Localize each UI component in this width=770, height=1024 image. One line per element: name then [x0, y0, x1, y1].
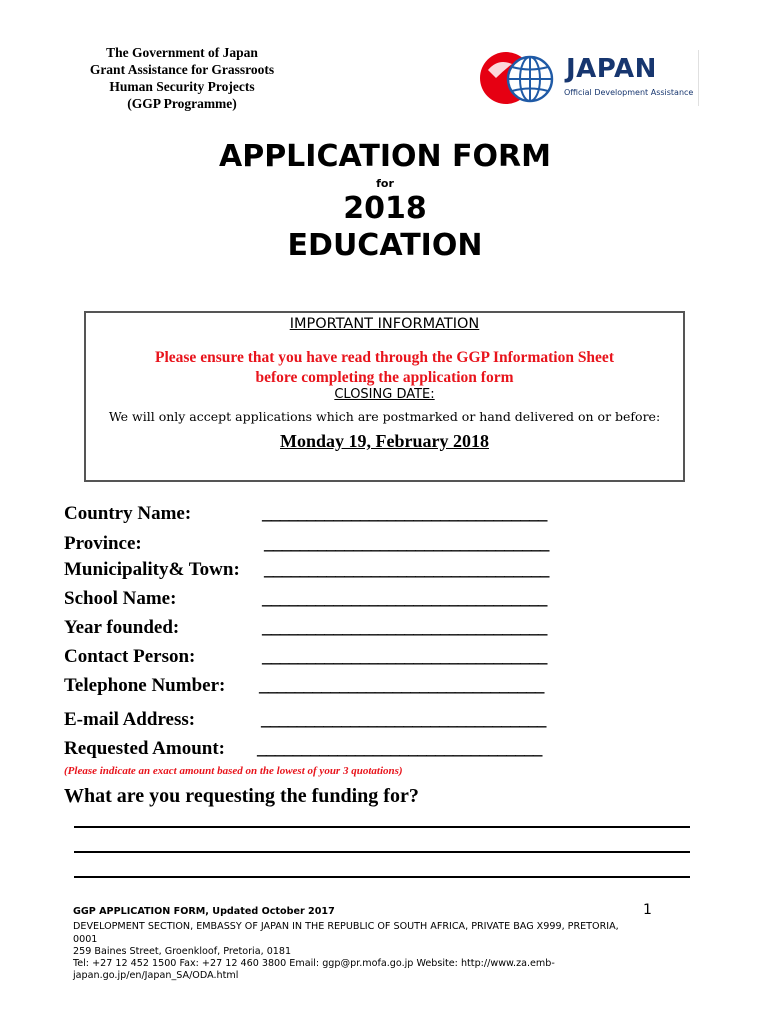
- country-name-label: Country Name:: [64, 503, 192, 524]
- info-warning-line: Please ensure that you have read through the GGP Information Sheet: [155, 349, 614, 366]
- telephone-number-field[interactable]: ________________________________: [259, 675, 544, 696]
- info-heading: IMPORTANT INFORMATION: [289, 316, 480, 332]
- answer-line[interactable]: [74, 826, 690, 828]
- deadline-date: Monday 19, February 2018: [280, 431, 489, 451]
- page-number: 1: [643, 902, 652, 918]
- form-title-for: for: [376, 177, 394, 190]
- footer-form-title: GGP APPLICATION FORM, Updated October 2017: [73, 906, 335, 917]
- school-name-label: School Name:: [64, 588, 177, 609]
- requested-amount-field[interactable]: ________________________________: [257, 738, 542, 759]
- contact-person-label: Contact Person:: [64, 646, 196, 667]
- contact-person-field[interactable]: ________________________________: [262, 646, 547, 667]
- logo-divider: [698, 50, 699, 106]
- japan-oda-logo: [478, 48, 700, 110]
- logo-subtitle: Official Development Assistance: [564, 88, 694, 97]
- government-line: (GGP Programme): [127, 96, 237, 111]
- globe-icon: [478, 48, 562, 110]
- closing-date-label: CLOSING DATE:: [334, 387, 435, 402]
- province-field[interactable]: ________________________________: [264, 533, 549, 554]
- email-address-label: E-mail Address:: [64, 709, 196, 730]
- footer-website-line: japan.go.jp/en/Japan_SA/ODA.html: [73, 970, 239, 981]
- footer-contact-line: Tel: +27 12 452 1500 Fax: +27 12 460 3800 Email: ggp@pr.mofa.go.jp Website: http://www.za.emb-: [73, 958, 555, 969]
- municipality-town-label: Municipality& Town:: [64, 559, 240, 580]
- answer-line[interactable]: [74, 876, 690, 878]
- answer-line[interactable]: [74, 851, 690, 853]
- footer-address-line: 259 Baines Street, Groenkloof, Pretoria, 0181: [73, 946, 292, 957]
- form-category: EDUCATION: [287, 228, 483, 263]
- year-founded-field[interactable]: ________________________________: [262, 617, 547, 638]
- government-heading: [68, 44, 296, 112]
- form-title: APPLICATION FORM: [218, 139, 551, 174]
- email-address-field[interactable]: ________________________________: [261, 709, 546, 730]
- government-line: Grant Assistance for Grassroots: [89, 62, 275, 77]
- amount-note: (Please indicate an exact amount based on the lowest of your 3 quotations): [64, 765, 403, 777]
- school-name-field[interactable]: ________________________________: [262, 588, 547, 609]
- footer-address-line: DEVELOPMENT SECTION, EMBASSY OF JAPAN IN THE REPUBLIC OF SOUTH AFRICA, PRIVATE BAG X999, PRETORIA,: [73, 921, 619, 932]
- form-year: 2018: [343, 191, 427, 226]
- province-label: Province:: [64, 533, 142, 554]
- telephone-number-label: Telephone Number:: [64, 675, 226, 696]
- municipality-town-field[interactable]: ________________________________: [264, 559, 549, 580]
- footer-address-line: 0001: [73, 934, 98, 945]
- logo-wordmark: JAPAN: [566, 54, 657, 84]
- info-warning-line: before completing the application form: [255, 369, 514, 386]
- country-name-field[interactable]: ________________________________: [262, 503, 547, 524]
- funding-question: What are you requesting the funding for?: [64, 785, 419, 807]
- accept-text: We will only accept applications which are postmarked or hand delivered on or before:: [108, 409, 661, 424]
- important-information-box: [84, 311, 685, 482]
- government-line: Human Security Projects: [109, 79, 255, 94]
- year-founded-label: Year founded:: [64, 617, 180, 638]
- requested-amount-label: Requested Amount:: [64, 738, 225, 759]
- government-line: The Government of Japan: [106, 45, 258, 60]
